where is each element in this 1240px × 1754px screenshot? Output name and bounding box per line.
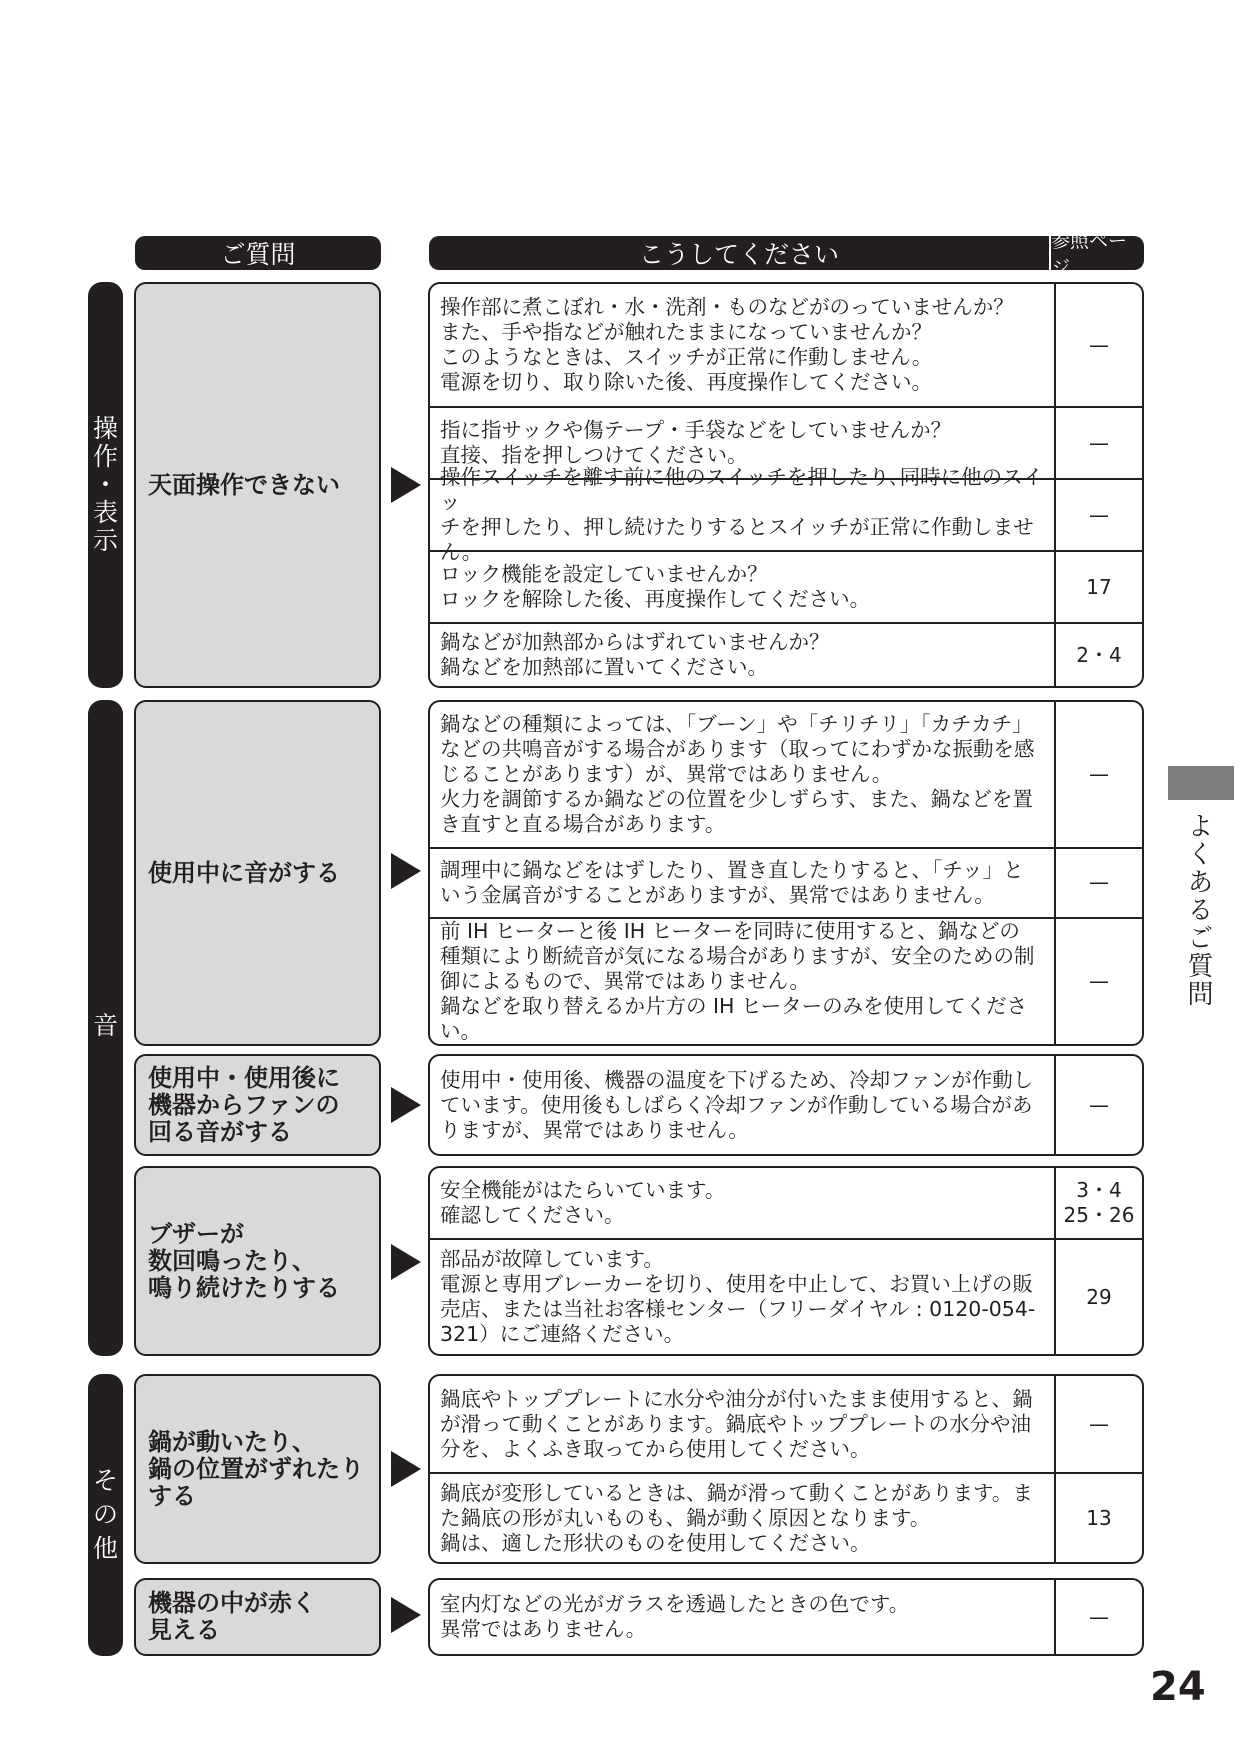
answer-text: 指に指サックや傷テープ・手袋などをしていませんか？ 直接、指を押しつけてください。 bbox=[440, 418, 952, 467]
ref-page: — bbox=[1054, 702, 1142, 847]
category-operation bbox=[88, 282, 123, 688]
answer-text: 使用中・使用後、機器の温度を下げるため、冷却ファンが作動し ています。使用後もしばらく冷却ファンが作動している場合があ りますが、異常ではありません。 bbox=[440, 1067, 1034, 1142]
arrow-icon bbox=[391, 1451, 421, 1487]
answer-text: ロック機能を設定していませんか？ ロックを解除した後、再度操作してください。 bbox=[440, 562, 871, 611]
answer-text: 部品が故障しています。 電源と専用ブレーカーを切り、使用を中止して、お買い上げの販 売店、または当社お客様センター（フリーダイヤル : 0120-054- 321）にご連絡ください。 bbox=[440, 1247, 1036, 1346]
ref-page: — bbox=[1054, 408, 1142, 478]
answer-text: 操作スイッチを離す前に他のスイッチを押したり､同時に他のスイッ チを押したり、押し続けたりするとスイッチが正常に作動しません。 bbox=[440, 465, 1043, 564]
answer-row bbox=[430, 847, 1142, 917]
answer-text: 鍋底やトッププレートに水分や油分が付いたまま使用すると、鍋 が滑って動くことがあります。鍋底やトッププレートの水分や油 分を、よくふき取ってから使用してください。 bbox=[440, 1386, 1033, 1461]
ref-page: 2・4 bbox=[1054, 624, 1142, 686]
question-box: ブザーが 数回鳴ったり、 鳴り続けたりする bbox=[134, 1166, 381, 1356]
arrow-icon bbox=[391, 1597, 421, 1633]
category-char: の bbox=[92, 1500, 118, 1529]
ref-page: 17 bbox=[1054, 552, 1142, 622]
category-char: 他 bbox=[92, 1534, 118, 1563]
question-box: 機器の中が赤く 見える bbox=[134, 1578, 381, 1656]
question-box: 鍋が動いたり、 鍋の位置がずれたり する bbox=[134, 1374, 381, 1564]
answer-row bbox=[430, 465, 1142, 564]
answer-row bbox=[430, 1376, 1142, 1472]
answer-group bbox=[428, 1578, 1144, 1656]
arrow-icon bbox=[391, 467, 421, 503]
side-tab-marker bbox=[1168, 766, 1234, 800]
answer-row bbox=[430, 550, 1142, 622]
question-box: 使用中に音がする bbox=[134, 700, 381, 1046]
category-char: 表 bbox=[92, 498, 118, 527]
answer-row bbox=[430, 1580, 1142, 1654]
answer-text: 操作部に煮こぼれ・水・洗剤・ものなどがのっていませんか？ また、手や指などが触れたままになっていませんか？ このようなときは、スイッチが正常に作動しません。 電源を切り、取り除いた後、再度操作してください。 bbox=[440, 295, 1014, 394]
answer-text: 前 IH ヒーターと後 IH ヒーターを同時に使用すると、鍋などの 種類により断続音が気になる場合がありますが、安全のための制 御によるもので、異常ではありません。 鍋などを取り替えるか片方の IH ヒーターのみを使用してください。 bbox=[440, 919, 1035, 1043]
page-number: 24 bbox=[1150, 1664, 1206, 1710]
side-tab-label: よくあるご質問 bbox=[1183, 812, 1213, 1008]
ref-page: 13 bbox=[1054, 1474, 1142, 1562]
answer-row bbox=[430, 1238, 1142, 1354]
question-box: 使用中・使用後に 機器からファンの 回る音がする bbox=[134, 1054, 381, 1156]
answer-row bbox=[430, 702, 1142, 847]
category-char: ・ bbox=[92, 470, 118, 499]
ref-page: — bbox=[1054, 1056, 1142, 1154]
answer-row bbox=[430, 1472, 1142, 1562]
ref-page: — bbox=[1054, 1376, 1142, 1472]
answer-row bbox=[430, 622, 1142, 686]
question-box: 天面操作できない bbox=[134, 282, 381, 688]
ref-page: — bbox=[1054, 919, 1142, 1044]
category-char: 作 bbox=[92, 442, 118, 471]
answer-text: 調理中に鍋などをはずしたり、置き直したりすると、「チッ」と いう金属音がすることがありますが、異常ではありません。 bbox=[440, 857, 1024, 907]
answer-group bbox=[428, 1054, 1144, 1156]
header-question: ご質問 bbox=[135, 236, 381, 270]
ref-page: — bbox=[1054, 1580, 1142, 1654]
answer-row bbox=[430, 1056, 1142, 1154]
category-other bbox=[88, 1374, 123, 1656]
category-sound bbox=[88, 700, 123, 1356]
answer-text: 安全機能がはたらいています。 確認してください。 bbox=[440, 1178, 726, 1227]
ref-page: — bbox=[1054, 480, 1142, 550]
arrow-icon bbox=[391, 853, 421, 889]
category-char: 音 bbox=[92, 1011, 118, 1040]
category-char: そ bbox=[92, 1466, 118, 1495]
answer-group bbox=[428, 282, 1144, 688]
category-char: 示 bbox=[92, 526, 118, 555]
answer-text: 室内灯などの光がガラスを透過したときの色です。 異常ではありません。 bbox=[440, 1592, 910, 1641]
ref-page: — bbox=[1054, 284, 1142, 406]
answer-group bbox=[428, 700, 1144, 1046]
answer-text: 鍋などの種類によっては､「ブーン」や「チリチリ」「カチカチ」 などの共鳴音がする場合があります（取ってにわずかな振動を感 じることがあります）が、異常ではありません。 火力を調節するか鍋などの位置を少しずらす、また、鍋などを置 き直すと直る場合があります。 bbox=[440, 711, 1035, 836]
answer-row bbox=[430, 1168, 1142, 1238]
header-ref: 参照ページ bbox=[1051, 236, 1144, 270]
answer-row bbox=[430, 284, 1142, 406]
ref-page: — bbox=[1054, 849, 1142, 917]
answer-group bbox=[428, 1374, 1144, 1564]
header-answer: こうしてください bbox=[429, 236, 1049, 270]
answer-text: 鍋底が変形しているときは、鍋が滑って動くことがあります。ま た鍋底の形が丸いものも、鍋が動く原因となります。 鍋は、適した形状のものを使用してください。 bbox=[440, 1480, 1033, 1555]
ref-page: 3・4 25・26 bbox=[1054, 1168, 1142, 1238]
arrow-icon bbox=[391, 1087, 421, 1123]
category-char: 操 bbox=[92, 414, 118, 443]
answer-group bbox=[428, 1166, 1144, 1356]
arrow-icon bbox=[391, 1244, 421, 1280]
answer-row bbox=[430, 917, 1142, 1044]
answer-text: 鍋などが加熱部からはずれていませんか？ 鍋などを加熱部に置いてください。 bbox=[440, 630, 830, 679]
ref-page: 29 bbox=[1054, 1240, 1142, 1354]
